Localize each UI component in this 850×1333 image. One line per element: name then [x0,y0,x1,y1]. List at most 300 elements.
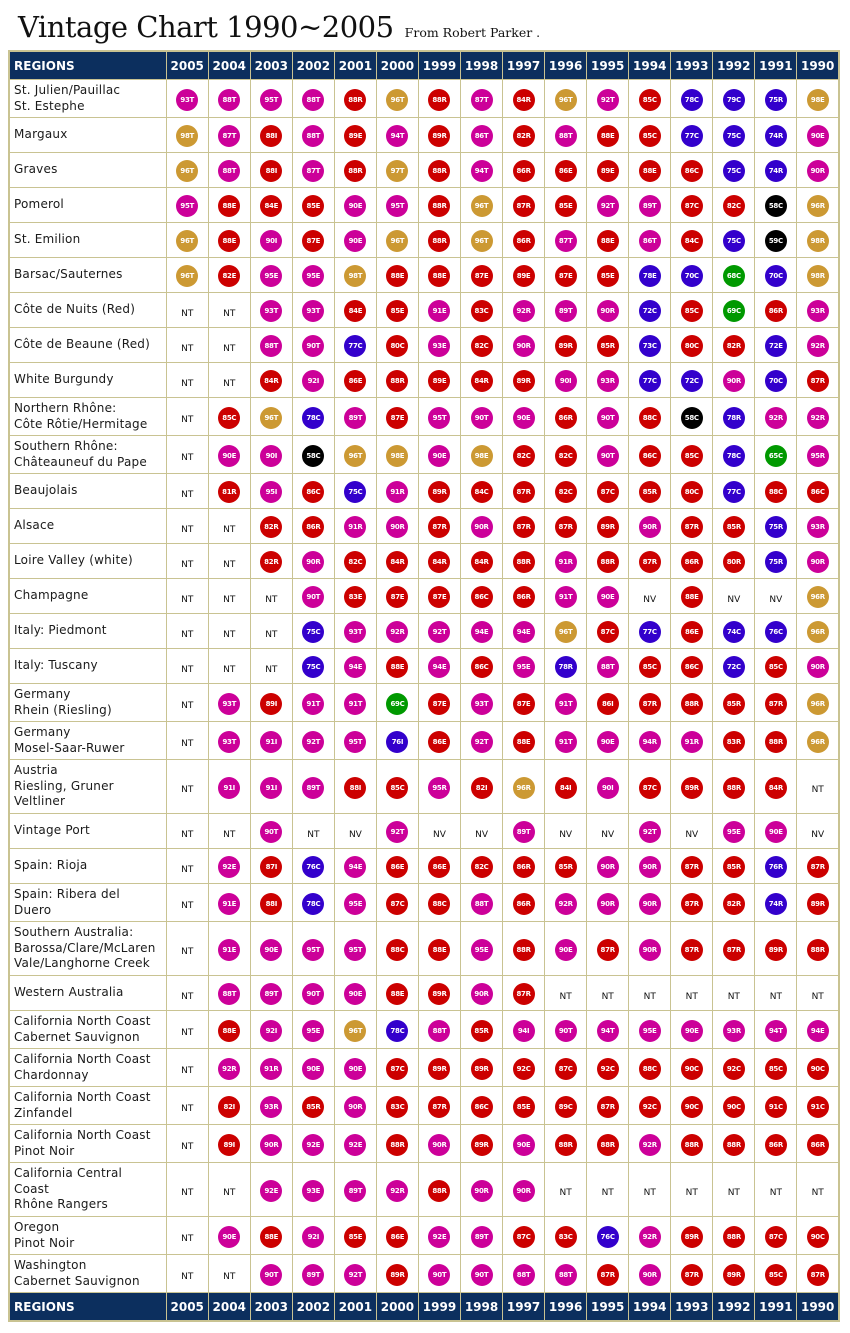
rating-cell [755,849,797,884]
year-header-2005: 2005 [166,51,208,80]
rating-cell [376,614,418,649]
rating-dot: 86C [639,445,661,467]
rating-cell [713,293,755,328]
rating-cell [166,922,208,976]
year-header-2003: 2003 [250,51,292,80]
rating-cell [671,474,713,509]
rating-dot: 90I [555,370,577,392]
rating-dot: 75C [723,160,745,182]
rating-cell [503,153,545,188]
rating-cell [418,579,460,614]
rating-dot: 95T [344,731,366,753]
rating-dot: 70C [765,265,787,287]
rating-cell [545,118,587,153]
rating-cell [587,722,629,760]
not-tasted-label: NT [223,664,236,675]
rating-dot: 93R [597,370,619,392]
not-tasted-label: NT [223,829,236,840]
rating-dot: 87R [807,1264,829,1286]
rating-cell [334,328,376,363]
rating-dot: 87R [681,856,703,878]
rating-cell [587,684,629,722]
rating-cell [208,722,250,760]
rating-cell [208,1163,250,1217]
rating-dot: 87E [386,407,408,429]
not-tasted-label: NT [265,594,278,605]
rating-dot: 90E [807,125,829,147]
table-row [9,684,839,722]
rating-dot: 89C [555,1096,577,1118]
rating-dot: 86E [386,856,408,878]
rating-cell [587,80,629,118]
rating-cell [713,722,755,760]
not-tasted-label: NT [769,991,782,1002]
not-tasted-label: NT [181,785,194,795]
rating-dot: 82C [555,445,577,467]
rating-cell [587,579,629,614]
rating-cell [755,722,797,760]
rating-dot: 91R [681,731,703,753]
region-label: Italy: Tuscany [9,649,166,684]
rating-dot: 85R [639,481,661,503]
rating-cell [671,1087,713,1125]
rating-dot: 84E [260,195,282,217]
not-tasted-label: NT [265,664,278,675]
rating-dot: 90E [302,1058,324,1080]
rating-dot: 95E [260,265,282,287]
rating-dot: 87R [639,693,661,715]
rating-dot: 75C [302,621,324,643]
rating-cell [418,649,460,684]
rating-dot: 92T [344,1264,366,1286]
rating-cell [629,1255,671,1293]
rating-cell [671,544,713,579]
rating-dot: 88E [218,195,240,217]
rating-dot: 88E [386,656,408,678]
not-tasted-label: NT [181,829,194,840]
rating-cell [292,649,334,684]
rating-dot: 88R [681,693,703,715]
not-tasted-label: NT [223,1272,236,1282]
rating-dot: 87C [681,195,703,217]
rating-cell [376,118,418,153]
rating-dot: 84C [471,481,493,503]
rating-cell [250,80,292,118]
rating-dot: 86E [386,1226,408,1248]
vintage-table [8,50,840,1322]
rating-dot: 87C [555,1058,577,1080]
table-row [9,722,839,760]
rating-dot: 85C [681,300,703,322]
rating-cell [671,1217,713,1255]
rating-cell [166,544,208,579]
rating-dot: 88I [344,777,366,799]
rating-dot: 91I [218,777,240,799]
rating-cell [166,649,208,684]
rating-cell [208,1125,250,1163]
rating-cell [587,398,629,436]
rating-cell [629,1087,671,1125]
rating-dot: 87R [681,1264,703,1286]
rating-cell [545,684,587,722]
rating-dot: 89R [807,893,829,915]
rating-dot: 89T [555,300,577,322]
rating-dot: 87R [513,516,535,538]
rating-cell [166,1217,208,1255]
rating-cell [797,223,839,258]
rating-cell [250,1125,292,1163]
rating-dot: 91T [344,693,366,715]
not-tasted-label: NT [811,991,824,1002]
rating-cell [250,544,292,579]
rating-dot: 90T [302,983,324,1005]
rating-dot: 65C [765,445,787,467]
rating-cell [376,1255,418,1293]
rating-dot: 87R [723,939,745,961]
rating-dot: 88R [513,551,535,573]
rating-dot: 86R [555,407,577,429]
rating-cell [713,849,755,884]
rating-cell [755,614,797,649]
rating-cell [208,80,250,118]
rating-dot: 88T [555,125,577,147]
no-vintage-label: NV [559,829,573,840]
year-header-1999: 1999 [418,1293,460,1322]
not-tasted-label: NT [727,1188,740,1198]
year-header-1994: 1994 [629,51,671,80]
rating-dot: 72C [681,370,703,392]
rating-dot: 69C [723,300,745,322]
rating-cell [713,649,755,684]
rating-dot: 89R [513,370,535,392]
rating-dot: 98E [807,89,829,111]
rating-cell [629,223,671,258]
rating-cell [503,188,545,223]
rating-dot: 75C [723,125,745,147]
rating-dot: 98R [807,230,829,252]
rating-cell [208,363,250,398]
rating-cell [376,1011,418,1049]
rating-cell [250,614,292,649]
rating-dot: 96T [176,230,198,252]
table-row [9,153,839,188]
rating-dot: 92R [386,1180,408,1202]
rating-cell [545,153,587,188]
rating-dot: 89E [513,265,535,287]
rating-dot: 85R [471,1020,493,1042]
rating-dot: 72C [639,300,661,322]
table-row [9,118,839,153]
rating-cell [292,474,334,509]
rating-dot: 90E [428,445,450,467]
rating-cell [629,649,671,684]
rating-dot: 92I [260,1020,282,1042]
rating-cell [292,1163,334,1217]
rating-cell [629,1011,671,1049]
year-header-1990: 1990 [797,51,839,80]
rating-cell [250,1255,292,1293]
chart-title-block [18,10,540,44]
rating-cell [376,328,418,363]
rating-dot: 93T [176,89,198,111]
rating-dot: 90R [807,551,829,573]
rating-dot: 87R [513,195,535,217]
not-tasted-label: NT [181,415,194,425]
rating-dot: 88R [681,1134,703,1156]
rating-cell [376,509,418,544]
rating-dot: 88T [471,893,493,915]
rating-cell [503,1125,545,1163]
rating-cell [166,80,208,118]
not-tasted-label: NT [223,1188,236,1198]
rating-dot: 88T [428,1020,450,1042]
rating-cell [334,922,376,976]
rating-cell [797,579,839,614]
year-header-2004: 2004 [208,51,250,80]
rating-cell [671,1049,713,1087]
rating-cell [166,188,208,223]
rating-dot: 83E [344,586,366,608]
rating-cell [671,722,713,760]
year-header-2002: 2002 [292,51,334,80]
rating-cell [671,849,713,884]
rating-cell [292,614,334,649]
region-label: Côte de Beaune (Red) [9,328,166,363]
rating-dot: 93E [302,1180,324,1202]
rating-cell [208,544,250,579]
rating-cell [418,684,460,722]
rating-cell [166,258,208,293]
rating-cell [587,922,629,976]
rating-cell [797,118,839,153]
year-header-1993: 1993 [671,51,713,80]
rating-dot: 96R [807,586,829,608]
rating-cell [629,1049,671,1087]
rating-cell [629,153,671,188]
rating-cell [755,80,797,118]
region-label: Spain: Ribera del Duero [9,884,166,922]
rating-cell [376,363,418,398]
rating-cell [376,188,418,223]
rating-cell [755,1217,797,1255]
table-row [9,258,839,293]
rating-cell [587,363,629,398]
rating-dot: 90R [639,1264,661,1286]
rating-dot: 98E [471,445,493,467]
rating-dot: 88T [260,335,282,357]
rating-cell [629,293,671,328]
rating-cell [629,1217,671,1255]
not-tasted-label: NT [181,991,194,1002]
rating-dot: 94E [344,656,366,678]
rating-dot: 85C [639,125,661,147]
not-tasted-label: NT [223,524,236,535]
rating-dot: 94E [344,856,366,878]
rating-cell [292,579,334,614]
table-row [9,814,839,849]
region-label: Champagne [9,579,166,614]
rating-dot: 92T [386,821,408,843]
rating-dot: 84I [555,777,577,799]
not-tasted-label: NT [769,1188,782,1198]
rating-cell [587,474,629,509]
not-tasted-label: NT [181,1066,194,1076]
rating-cell [166,1011,208,1049]
rating-cell [208,328,250,363]
rating-cell [292,80,334,118]
rating-dot: 89T [344,1180,366,1202]
rating-cell [334,436,376,474]
rating-dot: 92E [344,1134,366,1156]
rating-cell [503,1255,545,1293]
rating-cell [629,760,671,814]
rating-cell [797,398,839,436]
rating-dot: 87R [807,856,829,878]
not-tasted-label: NT [181,1272,194,1282]
rating-cell [545,976,587,1011]
rating-cell [587,544,629,579]
rating-cell [250,976,292,1011]
rating-dot: 82I [471,777,493,799]
table-row [9,544,839,579]
rating-dot: 90E [218,445,240,467]
rating-cell [671,684,713,722]
rating-dot: 90R [597,893,619,915]
rating-cell [587,976,629,1011]
rating-dot: 86R [513,160,535,182]
rating-cell [545,509,587,544]
rating-cell [713,760,755,814]
rating-dot: 90C [807,1226,829,1248]
not-tasted-label: NT [181,378,194,389]
rating-dot: 89I [218,1134,240,1156]
rating-cell [713,684,755,722]
regions-header: REGIONS [9,1293,166,1322]
rating-cell [587,884,629,922]
not-tasted-label: NT [223,378,236,389]
no-vintage-label: NV [475,829,488,840]
rating-cell [713,922,755,976]
rating-dot: 85R [723,856,745,878]
rating-cell [418,509,460,544]
rating-dot: 88E [218,1020,240,1042]
rating-dot: 90C [681,1096,703,1118]
rating-dot: 96T [386,230,408,252]
rating-cell [461,976,503,1011]
rating-cell [629,398,671,436]
rating-cell [629,258,671,293]
rating-dot: 92E [302,1134,324,1156]
year-header-1998: 1998 [461,1293,503,1322]
rating-dot: 86R [681,551,703,573]
rating-cell [208,1255,250,1293]
rating-cell [503,579,545,614]
rating-dot: 87R [681,516,703,538]
rating-cell [545,722,587,760]
rating-dot: 98R [807,265,829,287]
rating-cell [461,1125,503,1163]
chart-source: From Robert Parker . [404,25,541,40]
rating-dot: 93R [260,1096,282,1118]
region-label: White Burgundy [9,363,166,398]
rating-cell [797,922,839,976]
rating-cell [629,544,671,579]
rating-dot: 89R [428,481,450,503]
rating-cell [461,398,503,436]
rating-dot: 96T [176,160,198,182]
rating-dot: 95E [639,1020,661,1042]
rating-cell [334,722,376,760]
rating-cell [292,436,334,474]
rating-dot: 90R [260,1134,282,1156]
rating-cell [587,1049,629,1087]
rating-cell [166,1087,208,1125]
table-row [9,223,839,258]
rating-cell [755,363,797,398]
rating-dot: 92R [555,893,577,915]
not-tasted-label: NT [223,594,236,605]
rating-cell [755,474,797,509]
not-tasted-label: NT [727,991,740,1002]
rating-cell [418,614,460,649]
rating-cell [545,1087,587,1125]
rating-dot: 86E [344,370,366,392]
rating-dot: 87I [260,856,282,878]
rating-cell [292,1255,334,1293]
rating-dot: 94T [471,160,493,182]
rating-dot: 82E [218,265,240,287]
rating-cell [671,293,713,328]
rating-cell [461,1049,503,1087]
rating-cell [545,1217,587,1255]
rating-cell [292,1217,334,1255]
rating-cell [461,649,503,684]
year-header-1991: 1991 [755,51,797,80]
rating-dot: 82R [723,335,745,357]
rating-dot: 69C [386,693,408,715]
rating-dot: 96R [807,693,829,715]
rating-cell [208,1049,250,1087]
rating-dot: 74R [765,893,787,915]
not-tasted-label: NT [181,739,194,749]
rating-dot: 90R [386,516,408,538]
rating-cell [671,398,713,436]
not-tasted-label: NT [811,1188,824,1198]
rating-cell [208,614,250,649]
table-row [9,922,839,976]
rating-cell [461,1217,503,1255]
rating-dot: 90C [723,1096,745,1118]
year-header-1990: 1990 [797,1293,839,1322]
rating-dot: 88E [386,265,408,287]
rating-dot: 85R [723,516,745,538]
rating-cell [755,976,797,1011]
rating-dot: 84R [260,370,282,392]
rating-cell [461,684,503,722]
rating-cell [587,293,629,328]
region-label: Italy: Piedmont [9,614,166,649]
rating-cell [671,328,713,363]
rating-cell [587,258,629,293]
rating-cell [418,1087,460,1125]
rating-cell [671,976,713,1011]
rating-dot: 93T [302,300,324,322]
rating-cell [292,722,334,760]
rating-dot: 84R [765,777,787,799]
rating-cell [418,1255,460,1293]
rating-dot: 92C [639,1096,661,1118]
rating-dot: 95T [302,939,324,961]
